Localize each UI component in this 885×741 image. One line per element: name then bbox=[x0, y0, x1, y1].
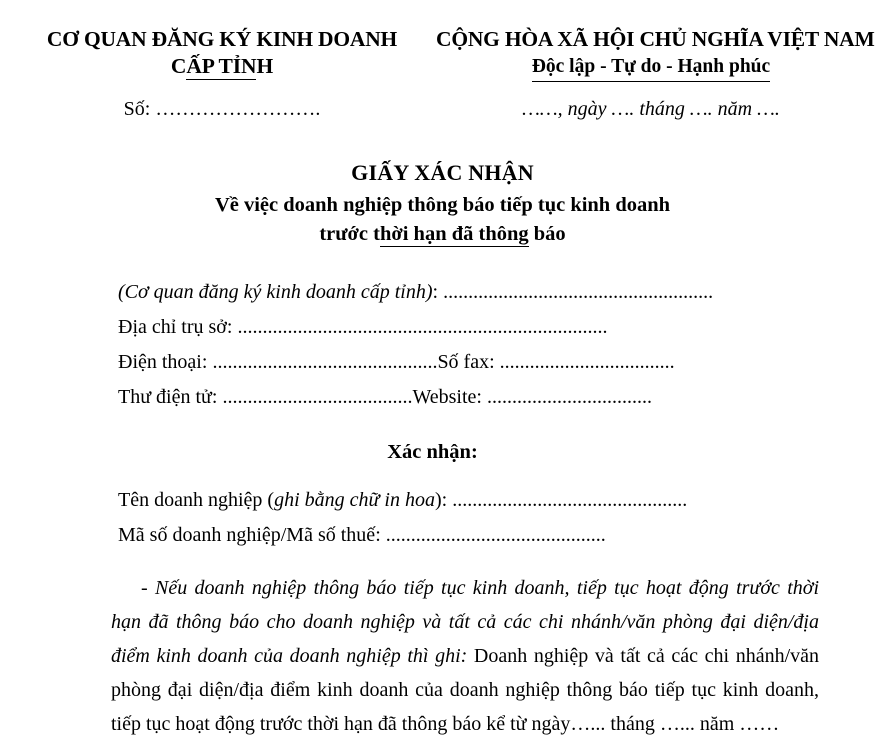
agency-name-line1: CƠ QUAN ĐĂNG KÝ KINH DOANH bbox=[46, 27, 398, 51]
field-agency-name-dots: : ...................................................... bbox=[432, 281, 714, 303]
field-company-name-label: Tên doanh nghiệp ( bbox=[118, 489, 275, 511]
title-block bbox=[0, 158, 885, 249]
national-header-block bbox=[436, 26, 875, 82]
document-date-field: ……, ngày …. tháng …. năm …. bbox=[522, 98, 780, 120]
confirmation-heading: Xác nhận: bbox=[387, 441, 478, 463]
document-subtitle-line2 bbox=[0, 220, 885, 249]
field-website-label: Website: bbox=[412, 386, 482, 408]
paragraph-instruction: - Nếu doanh nghiệp thông báo tiếp tục kinh doanh, tiếp tục hoạt động trước thời hạn đã thông báo cho doanh nghiệp và tất cả các chi nhánh/văn phòng đại diện/địa điểm kinh doanh của doanh nghiệp thì ghi: bbox=[111, 577, 819, 667]
paragraph-content: Doanh nghiệp và tất cả các chi nhánh/văn phòng đại diện/địa điểm kinh doanh của doanh nghiệp thông báo tiếp tục kinh doanh, tiếp tục hoạt động trước thời hạn đã thông báo kể từ ngày…... tháng …... năm …… bbox=[111, 645, 820, 735]
field-company-name bbox=[118, 483, 821, 518]
field-email-website bbox=[118, 380, 821, 415]
field-fax-dots: ................................... bbox=[494, 351, 675, 373]
company-info-fields bbox=[0, 483, 885, 553]
agency-name-line2 bbox=[22, 53, 422, 80]
agency-line2-prefix: C bbox=[170, 54, 187, 78]
document-title: GIẤY XÁC NHẬN bbox=[351, 160, 534, 185]
field-email-dots: ...................................... bbox=[217, 386, 413, 408]
field-company-code bbox=[118, 518, 821, 553]
document-header bbox=[0, 0, 885, 82]
field-fax-label: Số fax: bbox=[437, 351, 495, 373]
field-website-dots: ................................. bbox=[481, 386, 652, 408]
agency-info-fields bbox=[0, 275, 885, 415]
document-subtitle-line1: Về việc doanh nghiệp thông báo tiếp tục kinh doanh bbox=[214, 194, 671, 216]
field-email-label: Thư điện tử: bbox=[118, 386, 218, 408]
subtitle-line2-suffix: báo bbox=[528, 223, 566, 245]
field-company-code-label: Mã số doanh nghiệp/Mã số thuế: bbox=[118, 524, 381, 546]
subtitle-line2-underlined: hời hạn đã thông bbox=[379, 223, 529, 245]
document-meta-row bbox=[0, 96, 885, 122]
field-agency-name bbox=[118, 275, 821, 310]
subtitle-line2-prefix: trước t bbox=[319, 223, 380, 245]
field-address-label: Địa chỉ trụ sở: bbox=[118, 316, 233, 338]
agency-line2-underlined: ẤP TỈN bbox=[186, 54, 257, 78]
field-phone-label: Điện thoại: bbox=[118, 351, 208, 373]
field-address bbox=[118, 310, 821, 345]
field-company-code-dots: ............................................ bbox=[380, 524, 606, 546]
agency-header-block bbox=[22, 26, 422, 80]
closing-paragraph bbox=[0, 571, 885, 741]
field-phone-dots: ............................................. bbox=[207, 351, 438, 373]
field-address-dots: .......................................................................... bbox=[232, 316, 608, 338]
agency-line2-suffix: H bbox=[256, 54, 274, 78]
field-agency-name-label: (Cơ quan đăng ký kinh doanh cấp tỉnh) bbox=[118, 281, 433, 303]
document-number-field: Số: ……………………. bbox=[123, 98, 321, 120]
national-motto: Độc lập - Tự do - Hạnh phúc bbox=[532, 54, 770, 82]
field-phone-fax bbox=[118, 345, 821, 380]
field-company-name-dots: ): ............................................... bbox=[434, 489, 688, 511]
national-title: CỘNG HÒA XÃ HỘI CHỦ NGHĨA VIỆT NAM bbox=[436, 27, 875, 51]
field-company-name-hint: ghi bằng chữ in hoa bbox=[274, 489, 435, 511]
